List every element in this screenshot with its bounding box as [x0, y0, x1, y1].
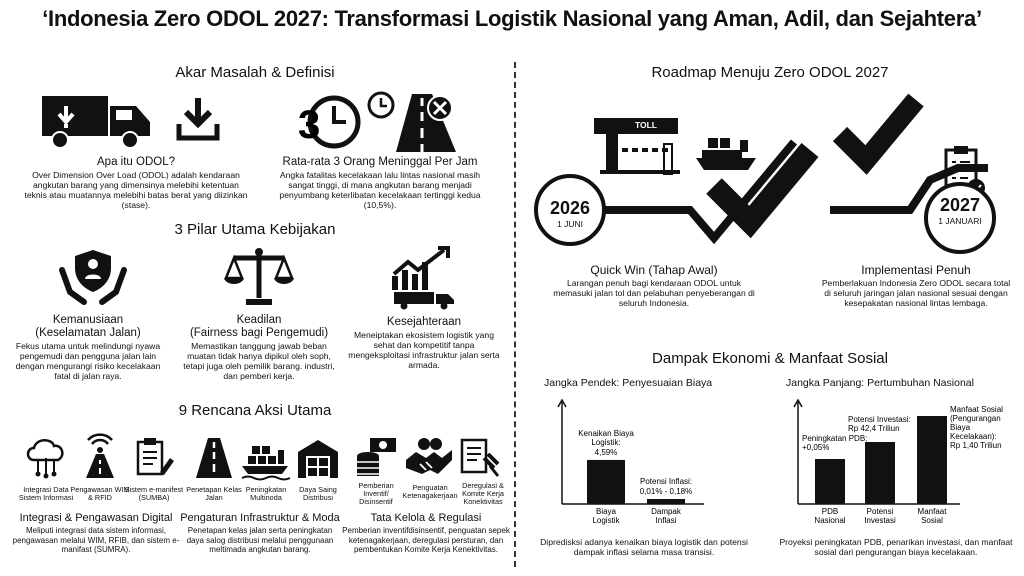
group-regulasi-desc: Pemberian inventifdisinsentif, penguatan sepek ketenagakerjaan, deregulasi persturan, dan pembentukan Komite Kerja Kenektivitas.: [342, 526, 510, 554]
rencana-item-1: Integrasi Data Sistem Informasi: [18, 485, 74, 502]
clock-icon: [298, 92, 364, 152]
long-bar-3: [917, 416, 947, 504]
short-bar-value-2: 0,01% - 0,18%: [639, 487, 693, 496]
rencana-heading: 9 Rencana Aksi Utama: [178, 402, 332, 419]
coins-money-icon: [354, 436, 398, 480]
death-desc: Angka fatalitas kecelakaan lalu lintas nasional masih sangat tinggi, di mana angkutan barang menjadi penyumbang keterlibatan kecelakaan tertinggi kedua (10,5%).: [279, 170, 481, 210]
pilar-3-title: Kesejahteraan: [386, 316, 462, 328]
protect-hands-icon: [58, 246, 128, 306]
short-bar-1: [587, 460, 625, 504]
short-category-2: Dampak Inflasi: [651, 507, 681, 525]
rencana-item-2: Pengawasan WIM & RFID: [70, 485, 130, 502]
milestone-1-title: Quick Win (Tahap Awal): [590, 263, 718, 277]
long-bar-1: [815, 459, 845, 504]
milestone-1-desc: Larangan penuh bagi kendaraan ODOL untuk memasuki jalan tol dan pelabuhan penyeberangan di seluruh Indonesia.: [553, 278, 755, 308]
rencana-item-7: Pemberian Inventif/ Disinsentif: [358, 481, 394, 506]
pilar-2-title: Keadilan: [236, 314, 282, 326]
document-gavel-icon: [458, 436, 502, 480]
long-bar-2: [865, 442, 895, 504]
short-bar-label-2: Potensi Inflasi:: [639, 477, 693, 486]
milestone-1-block: [552, 264, 756, 308]
milestone-1-date: 1 JUNI: [557, 219, 583, 229]
long-bar-label-2: Potensi Investasi: Rp 42,4 Triliun: [848, 415, 911, 433]
roadmap-heading: Roadmap Menuju Zero ODOL 2027: [651, 64, 889, 81]
pilar-heading: 3 Pilar Utama Kebijakan: [174, 221, 336, 238]
long-term-chart: [790, 398, 1010, 528]
short-category-1: Biaya Logistik: [592, 507, 620, 525]
rfid-scan-icon: [80, 436, 120, 480]
group-digital: [8, 512, 184, 555]
group-regulasi: [340, 512, 512, 555]
pilar-2-desc: Memastikan tanggung jawab beban muatan tidak hanya dipikul oleh soph, tetapi juga oleh pemilik barang. industri, dan pemberi kerja.: [183, 341, 335, 381]
long-bar-label-1: Peningkatan PDB: +0,05%: [802, 434, 868, 452]
rencana-item-6: Daya Saing Distribusi: [299, 485, 337, 502]
warehouse-icon: [296, 436, 340, 480]
page-title: ‘Indonesia Zero ODOL 2027: Transformasi Logistik Nasional yang Aman, Adil, dan Sejahtera’: [42, 6, 982, 31]
milestone-2-year: 2027: [939, 195, 981, 215]
rencana-item-8: Penguatan Ketenagakerjaan: [402, 483, 458, 500]
milestone-2-block: [818, 264, 1014, 308]
short-caption: Dipredisksi adanya kenaikan biaya logistik dan potensi dampak inflasi selama masa transisi.: [540, 537, 748, 557]
short-caption-block: [536, 536, 752, 557]
death-title: Rata-rata 3 Orang Meninggal Per Jam: [282, 156, 478, 168]
odol-title: Apa itu ODOL?: [97, 156, 175, 168]
group-infrastruktur-desc: Penetapan kelas jalan serta peningkatan daya salog distribusi melalui penggunaan meltimada angkutan barang.: [186, 526, 334, 554]
growth-truck-icon: [390, 246, 460, 310]
pilar-3-desc: Meneiptakan ekosistem logistik yang sehat dan kompetitif tanpa mengeksploitasi infrastruktur jalan serta armada.: [348, 330, 500, 370]
toll-sign: TOLL: [634, 120, 658, 130]
small-clock-icon: [366, 90, 396, 120]
long-category-1: PDB Nasional: [814, 507, 846, 525]
download-icon: [176, 96, 220, 142]
long-category-2: Potensi Investasi: [864, 507, 896, 525]
pilar-1: [8, 314, 168, 381]
long-caption-block: [774, 536, 1018, 557]
short-term-chart: [554, 398, 754, 528]
short-subtitle: Jangka Pendek: Penyesuaian Biaya: [544, 377, 713, 389]
group-infrastruktur: [180, 512, 340, 555]
rencana-item-3: Sistem e-manifest (SUMBA): [124, 485, 184, 502]
odol-block: [24, 156, 248, 210]
handshake-icon: [404, 436, 454, 480]
rencana-item-4: Penetapan Kelas Jalan: [186, 485, 242, 502]
roadmap-timeline: [530, 90, 1020, 260]
road-class-icon: [194, 436, 234, 480]
rencana-item-9: Deregulasi & Komite Kerja Konektivitas: [462, 481, 504, 506]
death-block: [266, 156, 494, 210]
short-bar-label-1: Kenaikan Biaya Logistik:: [578, 428, 634, 447]
truck-icon: [42, 92, 162, 152]
cloud-data-icon: [24, 436, 68, 480]
group-digital-title: Integrasi & Pengawasan Digital: [19, 512, 173, 524]
pilar-3: [348, 316, 500, 370]
cargo-ship-icon: [696, 138, 756, 170]
ship-icon: [240, 440, 290, 480]
pilar-2: [180, 314, 338, 381]
pilar-1-desc: Fekus utama untuk melindungi nyawa pengemudi dan pengguna jalan lain dengan mengurangi risiko kecelakaan fatal di jalan raya.: [15, 341, 161, 381]
long-caption: Proyeksi peningkatan PDB, penarikan investasi, dan manfaat sosial dari pengurangan biaya kecelakaan.: [779, 537, 1013, 557]
scale-justice-icon: [224, 246, 294, 308]
road-icon: [394, 92, 464, 154]
long-subtitle: Jangka Panjang: Pertumbuhan Nasional: [786, 377, 974, 389]
pilar-2-subtitle: (Fairness bagi Pengemudi): [189, 327, 329, 339]
column-divider: [514, 62, 516, 567]
group-regulasi-title: Tata Kelola & Regulasi: [370, 512, 482, 524]
akar-heading: Akar Masalah & Definisi: [175, 64, 335, 81]
pilar-1-subtitle: (Keselamatan Jalan): [35, 327, 141, 339]
group-infrastruktur-title: Pengaturan Infrastruktur & Moda: [180, 512, 340, 524]
short-bar-value-1: 4,59%: [594, 447, 618, 457]
milestone-1-year: 2026: [549, 198, 591, 218]
clock-number: 3: [298, 103, 321, 147]
long-category-3: Manfaat Sosial: [917, 507, 947, 525]
pilar-1-title: Kemanusiaan: [52, 314, 124, 326]
milestone-2-title: Implementasi Penuh: [861, 263, 971, 277]
rencana-item-5: Peningkatan Multinoda: [245, 485, 287, 502]
short-bar-2: [647, 499, 685, 504]
dampak-heading: Dampak Ekonomi & Manfaat Sosial: [652, 350, 888, 367]
milestone-2-date: 1 JANUARI: [938, 216, 982, 226]
long-bar-label-3: Manfaat Sosial (Pengurangan Biaya Kecelakaan): Rp 1,40 Triliun: [950, 405, 1003, 450]
manifest-icon: [134, 436, 174, 480]
group-digital-desc: Meliputi integrasi data sistem informasi, pengawasan melalui WIM, RFIB, dan sistem e-manifast (SUMRA).: [12, 526, 180, 554]
odol-desc: Over Dimension Over Load (ODOL) adalah kendaraan angkutan barang yang dimensinya melebihi ketentuan teknis atau muatannya melebihi batas berat yang diizinkan (stase).: [24, 170, 248, 210]
milestone-2-desc: Pemberlakuan Indonesia Zero ODOL secara total di seluruh jaringan jalan nasional sesuai dengan kesepakatan nasional lintas lembaga.: [821, 278, 1011, 308]
